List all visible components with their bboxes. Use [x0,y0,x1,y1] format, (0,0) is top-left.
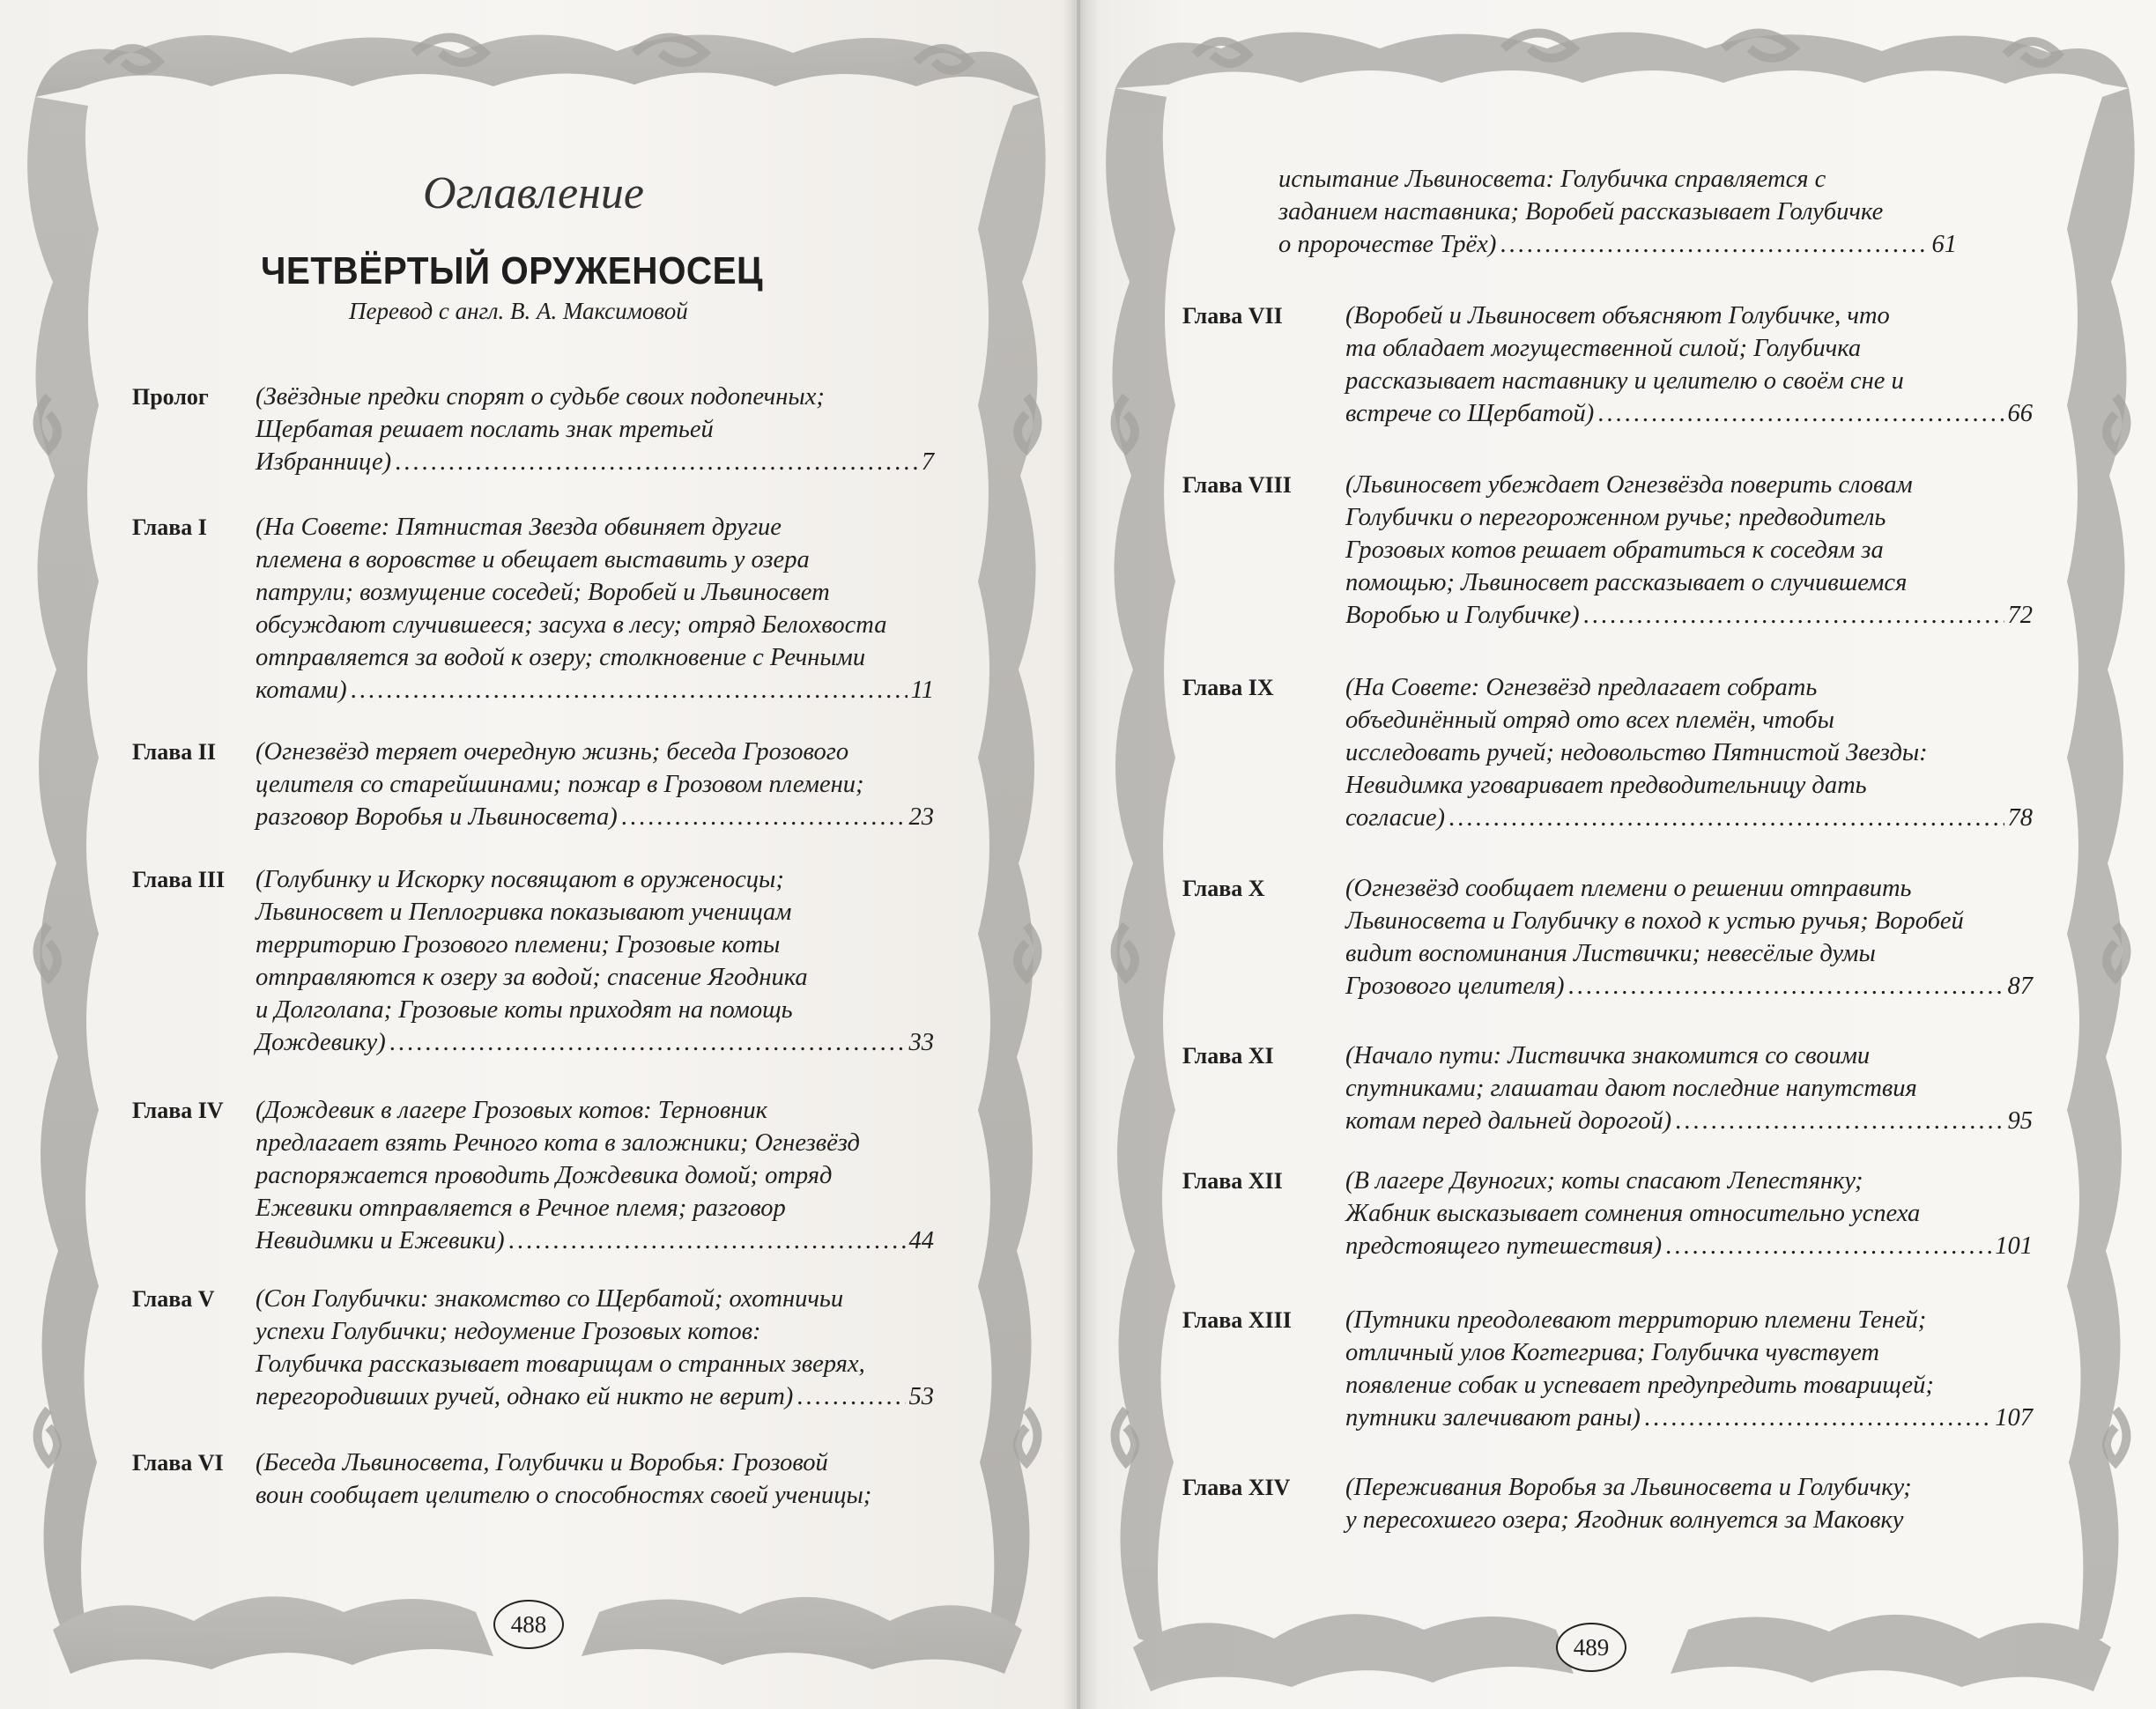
leader-dots [1675,1105,2004,1137]
summary-last-line [1278,228,1957,261]
chapter-label: Глава VIII [1182,472,1292,498]
chapter-summary [256,511,934,707]
chapter-label: Глава III [132,867,226,892]
summary-line: (На Совете: Пятнистая Звезда обвиняет другие [256,514,782,541]
chapter-label: Глава VII [1182,303,1283,329]
summary-line: Ежевики отправляется в Речное племя; разговор [256,1195,786,1222]
chapter-label: Глава X [1182,876,1265,901]
summary-line: Избраннице) [256,448,392,476]
summary-line: (Начало пути: Листвичка знакомится со своими [1345,1042,1871,1069]
summary-line: (Огнезвёзд сообщает племени о решении отправить [1345,875,1912,902]
page-reference: 53 [908,1383,934,1410]
chapter-summary [256,381,934,478]
page-reference: 61 [1931,231,1957,258]
translator-credit: Перевод с англ. В. А. Максимовой [349,298,688,324]
chapter-label: Глава V [132,1286,215,1312]
chapter-label: Глава I [132,514,207,540]
chapter-label: Пролог [132,384,209,410]
page-reference: 95 [2007,1107,2033,1135]
summary-last-line [256,446,934,478]
summary-line: рассказывает наставнику и целителю о своём сне и [1345,367,1904,395]
summary-line: Невидимки и Ежевики) [256,1227,505,1254]
leader-dots [1448,802,2004,834]
leader-dots [351,674,908,707]
summary-line: (Звёздные предки спорят о судьбе своих подопечных; [256,383,825,411]
page-reference: 72 [2007,602,2033,629]
chapter-summary [1345,300,2033,430]
page-reference: 66 [2007,400,2033,427]
summary-line: исследовать ручей; недовольство Пятнистой Звезды: [1345,739,1928,766]
summary-line: разговор Воробья и Львиносвета) [256,803,618,831]
summary-line: согласие) [1345,804,1445,832]
chapter-summary [1345,1165,2033,1262]
chapter-summary [1345,1304,2033,1434]
summary-last-line [256,1380,934,1413]
leader-dots [1644,1402,1991,1434]
summary-last-line [1345,599,2033,632]
page-reference: 44 [908,1227,934,1254]
leader-dots [395,446,918,478]
summary-line: отправляются к озеру за водой; спасение Ягодника [256,964,808,991]
page-reference: 107 [1995,1404,2033,1432]
summary-line: испытание Львиносвета: Голубичка справляется с [1278,166,1826,193]
right-page [1080,0,2156,1709]
chapter-summary [256,1094,934,1257]
book-gutter [1063,0,1100,1709]
summary-line: территорию Грозового племени; Грозовые коты [256,931,781,958]
summary-line: (Дождевик в лагере Грозовых котов: Терновник [256,1097,767,1124]
leader-dots [1583,599,2004,632]
leader-dots [389,1026,906,1059]
summary-line: Жабник высказывает сомнения относительно успеха [1345,1200,1921,1227]
chapter-summary [256,1283,934,1413]
summary-line: успехи Голубички; недоумение Грозовых котов: [256,1318,761,1345]
left-page [0,0,1077,1709]
summary-line: целителя со старейшинами; пожар в Грозовом племени; [256,771,864,798]
leader-dots [621,801,906,833]
chapter-summary [256,863,934,1059]
summary-line: Дождевику) [256,1029,386,1056]
summary-last-line [256,674,934,707]
summary-last-line [1345,1230,2033,1262]
leader-dots [1568,970,2004,1002]
chapter-summary [1345,469,2033,632]
summary-line: перегородивших ручей, однако ей никто не верит) [256,1383,794,1410]
summary-line: отправляется за водой к озеру; столкновение с Речными [256,644,866,671]
chapter-summary [1345,1039,2033,1137]
summary-line: Голубички о перегороженном ручье; предводитель [1345,504,1886,531]
page-reference: 7 [921,448,934,476]
summary-line: Невидимка уговаривает предводительницу дать [1345,772,1867,799]
summary-last-line [1345,1105,2033,1137]
summary-line: Голубичка рассказывает товарищам о странных зверях, [256,1350,865,1378]
leader-dots [796,1380,905,1413]
summary-line: Львиносвет и Пеплогривка показывают ученицам [256,899,792,926]
page-number: 488 [493,1600,564,1649]
summary-last-line [1345,1402,2033,1434]
chapter-label: Глава IV [132,1098,224,1123]
summary-line: (Голубинку и Искорку посвящают в оруженосцы; [256,866,784,893]
summary-line: котам перед дальней дорогой) [1345,1107,1672,1135]
leader-dots [1665,1230,1991,1262]
summary-line: Щербатая решает послать знак третьей [256,416,714,443]
summary-line: распоряжается проводить Дождевика домой; отряд [256,1162,833,1189]
summary-line: о пророчестве Трёх) [1278,231,1497,258]
summary-line: воин сообщает целителю о способностях своей ученицы; [256,1482,872,1509]
chapter-summary [256,1446,934,1512]
summary-line: (Огнезвёзд теряет очередную жизнь; беседа Грозового [256,738,849,766]
summary-line: встрече со Щербатой) [1345,400,1595,427]
chapter-label: Глава XIV [1182,1475,1291,1500]
chapter-summary [1345,872,2033,1002]
book-title: ЧЕТВЁРТЫЙ ОРУЖЕНОСЕЦ [261,249,764,292]
page-reference: 87 [2007,973,2033,1000]
summary-line: (В лагере Двуногих; коты спасают Лепестянку; [1345,1167,1863,1195]
summary-line: (Путники преодолевают территорию племени Теней; [1345,1306,1927,1334]
page-reference: 101 [1995,1232,2033,1260]
summary-line: племена в воровстве и обещает выставить у озера [256,546,810,573]
summary-line: заданием наставника; Воробей рассказывает Голубичке [1278,198,1884,226]
chapter-summary [1278,163,1957,261]
chapter-summary [1345,671,2033,834]
page-reference: 11 [910,677,934,704]
summary-line: предстоящего путешествия) [1345,1232,1663,1260]
page-reference: 23 [908,803,934,831]
summary-line: (Воробей и Львиносвет объясняют Голубичке, что [1345,302,1890,329]
page-reference: 78 [2007,804,2033,832]
chapter-label: Глава II [132,739,216,765]
leader-dots [1597,397,2004,430]
summary-line: (Беседа Львиносвета, Голубички и Воробья: Грозовой [256,1449,828,1476]
chapter-summary [256,736,934,833]
chapter-label: Глава VI [132,1450,224,1476]
summary-line: Грозового целителя) [1345,973,1565,1000]
summary-line: у пересохшего озера; Ягодник волнуется за Маковку [1345,1506,1904,1534]
summary-line: (На Совете: Огнезвёзд предлагает собрать [1345,674,1818,701]
page-number: 489 [1556,1623,1626,1672]
summary-line: (Львиносвет убеждает Огнезвёзда поверить словам [1345,471,1913,499]
summary-last-line [1345,970,2033,1002]
chapter-label: Глава IX [1182,675,1274,700]
chapter-label: Глава XIII [1182,1307,1292,1333]
leader-dots [1500,228,1928,261]
summary-line: отличный улов Когтегрива; Голубичка чувствует [1345,1339,1879,1366]
toc-heading: Оглавление [423,168,644,218]
leader-dots [508,1224,906,1257]
summary-line: помощью; Львиносвет рассказывает о случившемся [1345,569,1908,596]
summary-line: путники залечивают раны) [1345,1404,1641,1432]
summary-last-line [256,801,934,833]
summary-line: (Переживания Воробья за Львиносвета и Голубичку; [1345,1474,1912,1501]
summary-line: Воробью и Голубичке) [1345,602,1580,629]
page-reference: 33 [908,1029,934,1056]
summary-line: видит воспоминания Листвички; невесёлые думы [1345,940,1876,967]
summary-line: предлагает взять Речного кота в заложники; Огнезвёзд [256,1129,860,1157]
summary-last-line [1345,802,2033,834]
summary-last-line [256,1224,934,1257]
summary-line: появление собак и успевает предупредить товарищей; [1345,1372,1934,1399]
summary-line: Львиносвета и Голубичку в поход к устью ручья; Воробей [1345,907,1964,935]
chapter-label: Глава XII [1182,1168,1283,1194]
summary-line: та обладает могущественной силой; Голубичка [1345,335,1862,362]
summary-line: обсуждают случившееся; засуха в лесу; отряд Белохвоста [256,611,887,639]
summary-line: (Сон Голубички: знакомство со Щербатой; охотничьи [256,1285,844,1313]
summary-line: спутниками; глашатаи дают последние напутствия [1345,1075,1917,1102]
summary-last-line [256,1026,934,1059]
chapter-summary [1345,1471,2033,1536]
chapter-label: Глава XI [1182,1043,1274,1069]
summary-last-line [1345,397,2033,430]
summary-line: объединённый отряд ото всех племён, чтобы [1345,707,1834,734]
summary-line: котами) [256,677,347,704]
summary-line: Грозовых котов решает обратиться к соседям за [1345,536,1884,564]
summary-line: и Долголапа; Грозовые коты приходят на помощь [256,996,793,1024]
summary-line: патрули; возмущение соседей; Воробей и Львиносвет [256,579,830,606]
